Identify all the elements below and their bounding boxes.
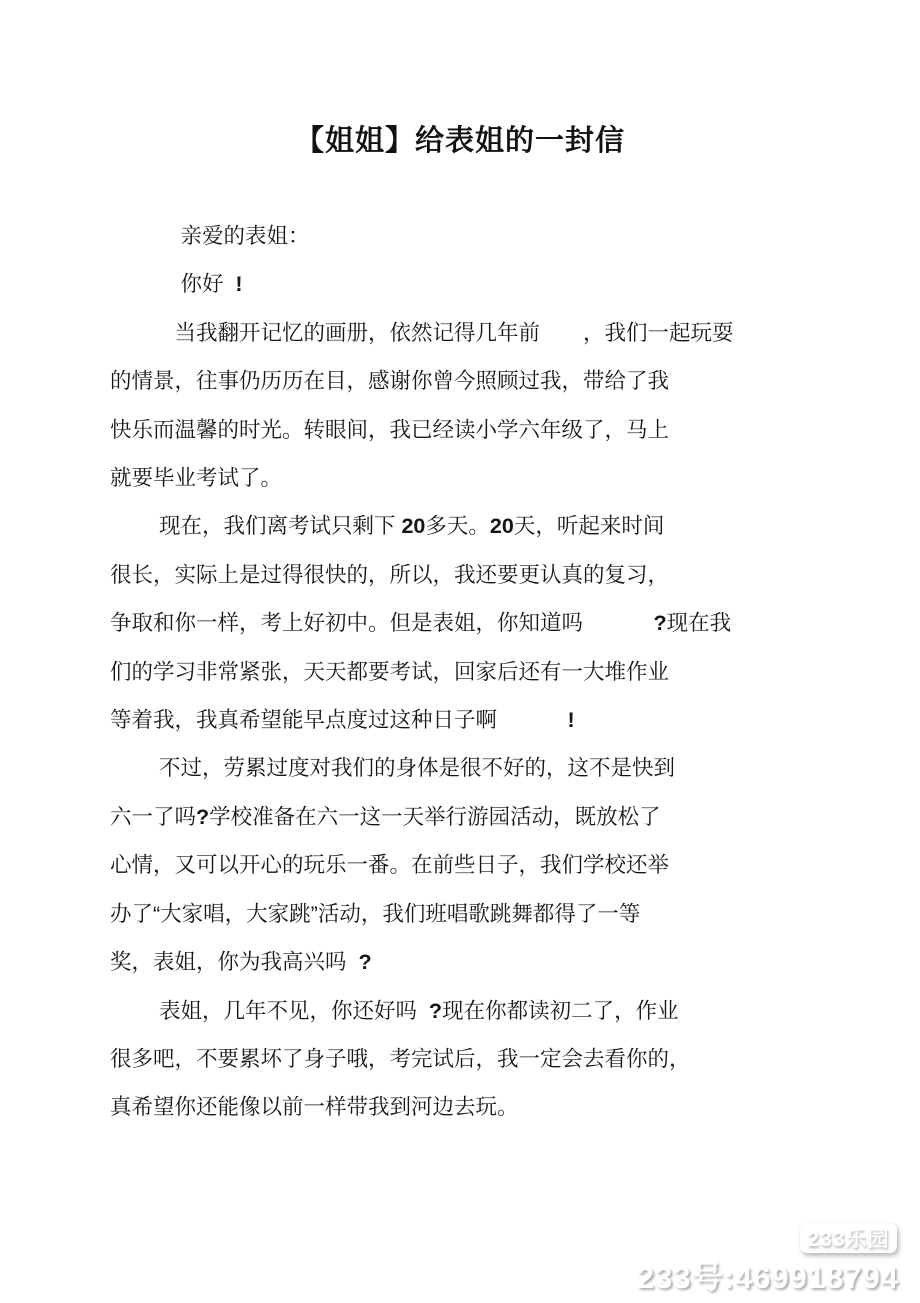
text-line xyxy=(110,841,870,889)
text-run: 很多吧，不要累坏了身子哦，考完试后，我一定会去看你的， xyxy=(110,1046,691,1071)
text-run: 现在我 xyxy=(666,611,732,636)
text-run: 现在，我们离考试只剩下 xyxy=(110,514,402,539)
text-run: 你好 xyxy=(110,272,236,297)
text-run: 争取和你一样，考上好初中。但是表姐，你知道吗 xyxy=(110,611,654,636)
text-run: 表姐，几年不见，你还好吗 xyxy=(110,998,429,1023)
text-line xyxy=(110,1083,870,1131)
text-line xyxy=(110,1035,870,1083)
text-run: 多天。 xyxy=(425,514,490,539)
bold-text-run: ! xyxy=(567,708,575,733)
watermark-logo-text: 233乐园 xyxy=(807,1228,890,1251)
page-title: 【姐姐】给表姐的一封信 xyxy=(294,125,625,157)
watermark-id: 233号:469918794 xyxy=(636,1260,899,1295)
text-run: 六一了吗 xyxy=(110,804,197,829)
text-line xyxy=(110,357,870,405)
text-line xyxy=(110,502,870,550)
text-line xyxy=(110,938,870,986)
bold-text-run: ? xyxy=(196,804,210,829)
text-line xyxy=(110,212,870,260)
bold-text-run: ? xyxy=(428,998,443,1023)
text-run: 当我翻开记忆的画册，依然记得几年前 ，我们一起玩耍 xyxy=(110,320,734,345)
bold-text-run: ? xyxy=(358,950,372,975)
text-line xyxy=(110,406,870,454)
text-run: 真希望你还能像以前一样带我到河边去玩。 xyxy=(110,1095,519,1120)
text-run: 就要毕业考试了。 xyxy=(110,466,283,491)
text-line xyxy=(110,696,870,744)
text-run: 学校准备在六一这一天举行游园活动，既放松了 xyxy=(209,804,661,829)
text-run: 的情景，往事仍历历在目，感谢你曾今照顾过我，带给了我 xyxy=(110,369,670,394)
text-line xyxy=(110,987,870,1035)
text-line xyxy=(110,890,870,938)
text-run: 快乐而温馨的时光。转眼间，我已经读小学六年级了，马上 xyxy=(110,417,670,442)
letter-body xyxy=(110,212,870,1132)
text-run: 天，听起来时间 xyxy=(513,514,665,539)
text-line xyxy=(110,599,870,647)
text-run: 奖，表姐，你为我高兴吗 xyxy=(110,950,359,975)
watermark-logo-badge xyxy=(800,1223,897,1253)
text-line xyxy=(110,793,870,841)
text-line xyxy=(110,744,870,792)
text-line xyxy=(110,454,870,502)
text-line xyxy=(110,309,870,357)
bold-text-run: 20 xyxy=(401,514,426,539)
bold-text-run: ! xyxy=(235,272,243,297)
text-run: 不过，劳累过度对我们的身体是很不好的，这不是快到 xyxy=(110,756,675,781)
text-run: 现在你都读初二了，作业 xyxy=(442,998,679,1023)
text-run: 亲爱的表姐： xyxy=(110,224,310,248)
text-run: 办了“大家唱，大家跳”活动，我们班唱歌跳舞都得了一等 xyxy=(110,901,641,926)
text-line xyxy=(110,551,870,599)
bold-text-run: ? xyxy=(653,611,667,636)
text-run: 们的学习非常紧张，天天都要考试，回家后还有一大堆作业 xyxy=(110,659,670,684)
text-run: 心情，又可以开心的玩乐一番。在前些日子，我们学校还举 xyxy=(110,853,670,878)
bold-text-run: 20 xyxy=(489,514,514,539)
text-run: 很长，实际上是过得很快的，所以，我还要更认真的复习， xyxy=(110,562,670,587)
text-line xyxy=(110,648,870,696)
text-run: 等着我，我真希望能早点度过这种日子啊 xyxy=(110,708,568,733)
text-line xyxy=(110,260,870,308)
